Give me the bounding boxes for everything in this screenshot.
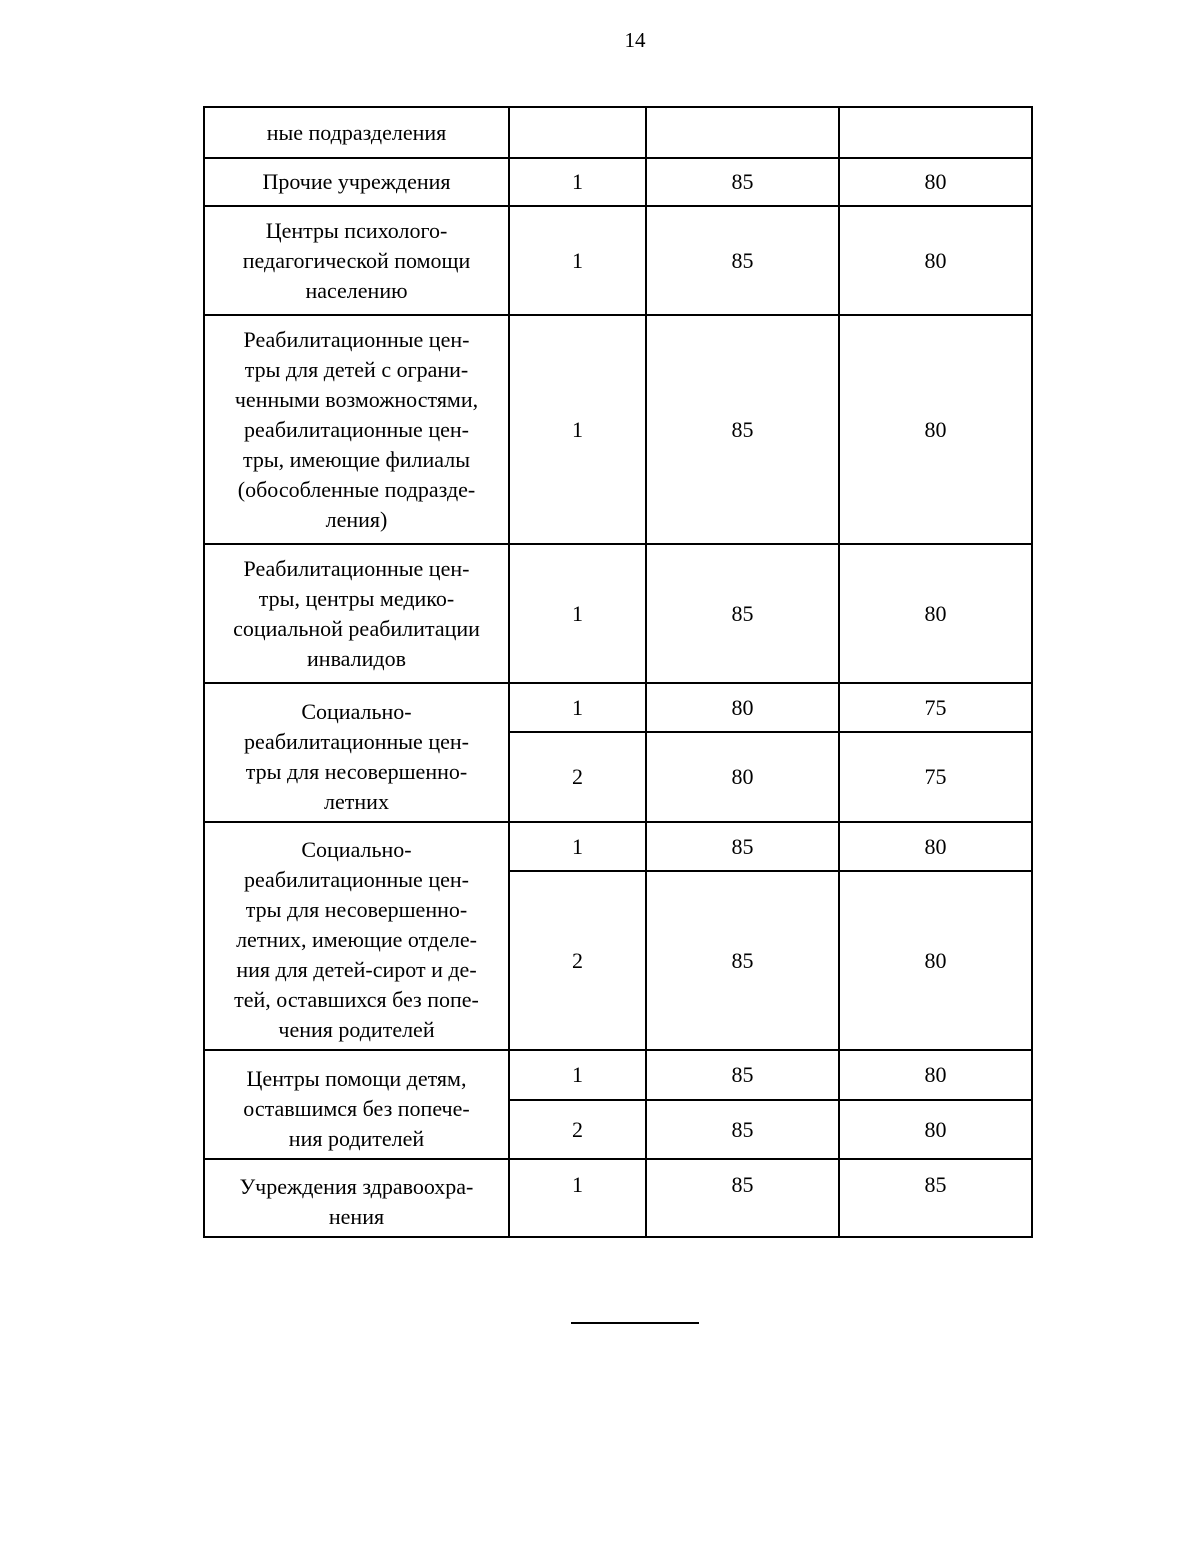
value-cell: 1: [509, 544, 646, 683]
criteria-table: [203, 106, 1033, 1238]
value-cell: [646, 107, 839, 158]
value-cell: 85: [646, 1159, 839, 1237]
value-cell: 80: [839, 871, 1032, 1050]
institution-type-cell: Социально- реабилитационные цен- тры для несовершенно- летних: [204, 683, 509, 822]
value-cell: 1: [509, 1050, 646, 1100]
table-row: [204, 1050, 1032, 1100]
institution-type-cell: Прочие учреждения: [204, 158, 509, 206]
table-row: [204, 544, 1032, 683]
value-cell: 80: [646, 683, 839, 732]
institution-type-cell: Реабилитационные цен- тры, центры медико- социальной реабилитации инвалидов: [204, 544, 509, 683]
value-cell: 85: [646, 1050, 839, 1100]
value-cell: 1: [509, 822, 646, 871]
value-cell: 85: [839, 1159, 1032, 1237]
value-cell: 1: [509, 315, 646, 544]
institution-type-cell: Центры помощи детям, оставшимся без попече- ния родителей: [204, 1050, 509, 1159]
value-cell: 85: [646, 822, 839, 871]
value-cell: 80: [839, 544, 1032, 683]
table-row: [204, 315, 1032, 544]
value-cell: 85: [646, 871, 839, 1050]
value-cell: 80: [646, 732, 839, 822]
value-cell: 85: [646, 1100, 839, 1159]
value-cell: 2: [509, 871, 646, 1050]
value-cell: 75: [839, 732, 1032, 822]
table-row: [204, 1159, 1032, 1237]
value-cell: 85: [646, 206, 839, 315]
value-cell: 85: [646, 315, 839, 544]
institution-type-cell: Реабилитационные цен- тры для детей с ограни- ченными возможностями, реабилитационные цен- тры, имеющие филиалы (обособленные подразде- ления): [204, 315, 509, 544]
value-cell: 85: [646, 544, 839, 683]
value-cell: 1: [509, 206, 646, 315]
institution-type-cell: Социально- реабилитационные цен- тры для несовершенно- летних, имеющие отделе- ния для детей-сирот и де- тей, оставшихся без попе- чения родителей: [204, 822, 509, 1050]
institution-type-cell: Учреждения здравоохра- нения: [204, 1159, 509, 1237]
table-row: [204, 822, 1032, 871]
institution-type-cell: Центры психолого- педагогической помощи населению: [204, 206, 509, 315]
institution-type-cell: ные подразделения: [204, 107, 509, 158]
table-row: [204, 158, 1032, 206]
end-rule-divider: [571, 1322, 699, 1324]
value-cell: 1: [509, 683, 646, 732]
value-cell: 80: [839, 206, 1032, 315]
value-cell: [839, 107, 1032, 158]
value-cell: 80: [839, 1050, 1032, 1100]
value-cell: 1: [509, 1159, 646, 1237]
value-cell: 80: [839, 1100, 1032, 1159]
value-cell: 2: [509, 1100, 646, 1159]
value-cell: 85: [646, 158, 839, 206]
table-row: [204, 107, 1032, 158]
value-cell: 80: [839, 822, 1032, 871]
table-row: [204, 683, 1032, 732]
value-cell: 1: [509, 158, 646, 206]
value-cell: 80: [839, 158, 1032, 206]
table-row: [204, 206, 1032, 315]
page-number: 14: [624, 28, 646, 52]
value-cell: 75: [839, 683, 1032, 732]
value-cell: 2: [509, 732, 646, 822]
value-cell: [509, 107, 646, 158]
value-cell: 80: [839, 315, 1032, 544]
